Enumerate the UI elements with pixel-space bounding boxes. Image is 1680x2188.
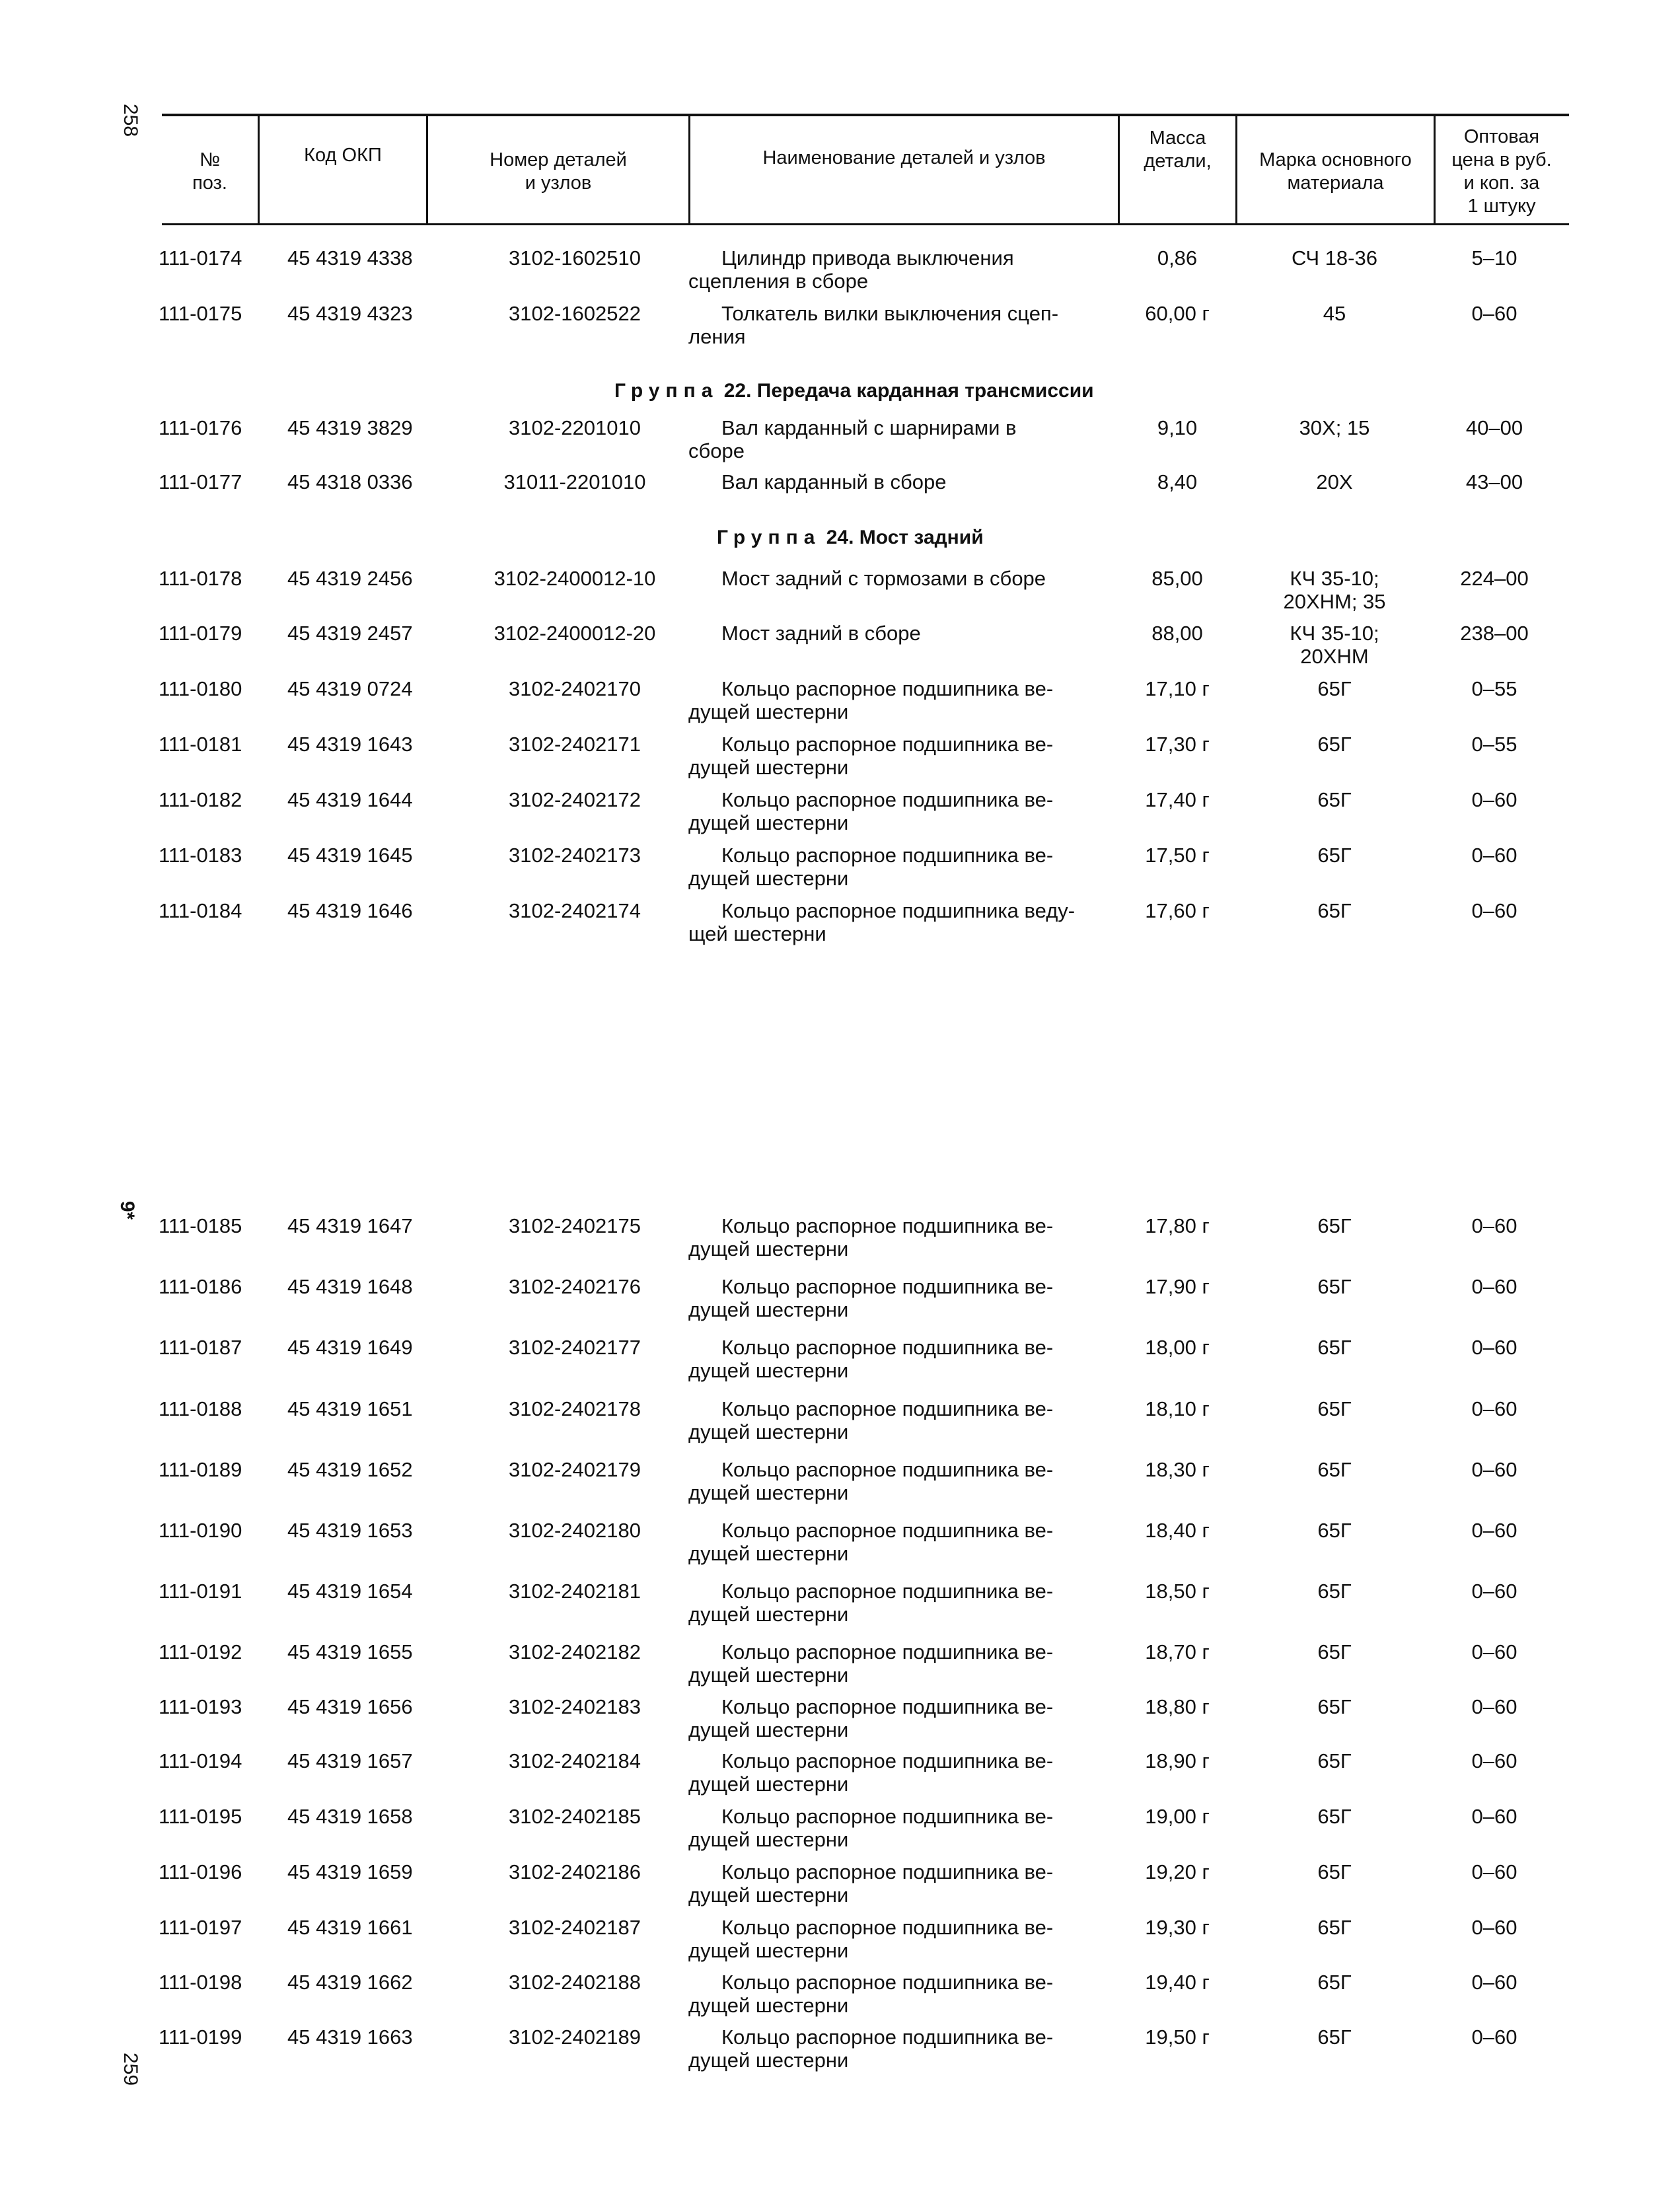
row-okp-code: 45 4319 1648 xyxy=(287,1275,413,1298)
row-pos: 111-0179 xyxy=(159,622,242,645)
row-pos: 111-0195 xyxy=(159,1805,242,1828)
row-pos: 111-0186 xyxy=(159,1275,242,1298)
row-pos: 111-0191 xyxy=(159,1580,242,1603)
row-part-name: Кольцо распорное подшипника ве- дущей шестерни xyxy=(688,1214,1054,1260)
row-okp-code: 45 4319 0724 xyxy=(287,677,413,700)
signature-mark: 9* xyxy=(116,1200,139,1220)
row-pos: 111-0199 xyxy=(159,2025,242,2049)
row-part-name: Кольцо распорное подшипника ве- дущей шестерни xyxy=(688,844,1054,890)
row-okp-code: 45 4319 1651 xyxy=(287,1397,413,1420)
row-okp-code: 45 4319 1663 xyxy=(287,2025,413,2049)
row-okp-code: 45 4319 1656 xyxy=(287,1695,413,1718)
row-pos: 111-0187 xyxy=(159,1336,242,1359)
row-pos: 111-0174 xyxy=(159,246,242,270)
group-title-24: Группа 24. Мост задний xyxy=(717,527,984,548)
row-part-name: Кольцо распорное подшипника ве- дущей шестерни xyxy=(688,2025,1054,2072)
row-pos: 111-0189 xyxy=(159,1458,242,1481)
row-okp-code: 45 4319 1662 xyxy=(287,1971,413,1994)
header-number: Номер деталей и узлов xyxy=(490,149,627,194)
row-pos: 111-0193 xyxy=(159,1695,242,1718)
row-okp-code: 45 4319 1643 xyxy=(287,733,413,756)
row-part-name: Кольцо распорное подшипника ве- дущей шестерни xyxy=(688,1916,1054,1962)
page-number-bottom: 259 xyxy=(120,2052,142,2086)
row-part-name: Вал карданный с шарнирами в сборе xyxy=(688,416,1017,462)
header-material: Марка основного материала xyxy=(1259,149,1412,194)
row-pos: 111-0188 xyxy=(159,1397,242,1420)
row-okp-code: 45 4319 1655 xyxy=(287,1640,413,1663)
group-title-22: Группа 22. Передача карданная трансмиссии xyxy=(614,380,1094,402)
row-part-name: Кольцо распорное подшипника ве- дущей шестерни xyxy=(688,1519,1054,1565)
row-pos: 111-0177 xyxy=(159,470,242,493)
row-pos: 111-0185 xyxy=(159,1214,242,1237)
header-name: Наименование деталей и узлов xyxy=(762,147,1046,168)
row-pos: 111-0196 xyxy=(159,1860,242,1883)
row-part-name: Кольцо распорное подшипника ве- дущей шестерни xyxy=(688,733,1054,779)
row-pos: 111-0182 xyxy=(159,788,242,811)
row-pos: 111-0176 xyxy=(159,416,242,439)
row-part-name: Кольцо распорное подшипника ве- дущей шестерни xyxy=(688,788,1054,834)
row-part-name: Мост задний с тормозами в сборе xyxy=(721,567,1046,590)
row-okp-code: 45 4319 1649 xyxy=(287,1336,413,1359)
row-part-name: Кольцо распорное подшипника ве- дущей шестерни xyxy=(688,1580,1054,1626)
row-part-name: Кольцо распорное подшипника ве- дущей шестерни xyxy=(688,1695,1054,1741)
row-part-name: Мост задний в сборе xyxy=(721,622,921,645)
row-part-name: Цилиндр привода выключения сцепления в сборе xyxy=(688,246,1014,293)
row-pos: 111-0175 xyxy=(159,302,242,325)
header-code: Код ОКП xyxy=(304,145,382,166)
row-okp-code: 45 4318 0336 xyxy=(287,470,413,493)
row-pos: 111-0194 xyxy=(159,1749,242,1772)
row-part-name: Кольцо распорное подшипника ве- дущей шестерни xyxy=(688,1397,1054,1443)
header-pos: № поз. xyxy=(192,149,227,194)
row-part-name: Кольцо распорное подшипника ве- дущей шестерни xyxy=(688,1860,1054,1907)
row-pos: 111-0190 xyxy=(159,1519,242,1542)
row-part-name: Кольцо распорное подшипника ве- дущей шестерни xyxy=(688,1971,1054,2017)
row-pos: 111-0198 xyxy=(159,1971,242,1994)
row-okp-code: 45 4319 1659 xyxy=(287,1860,413,1883)
row-okp-code: 45 4319 1654 xyxy=(287,1580,413,1603)
row-okp-code: 45 4319 1661 xyxy=(287,1916,413,1939)
row-part-name: Кольцо распорное подшипника ве- дущей шестерни xyxy=(688,1336,1054,1382)
row-okp-code: 45 4319 1645 xyxy=(287,844,413,867)
row-pos: 111-0192 xyxy=(159,1640,242,1663)
row-okp-code: 45 4319 4338 xyxy=(287,246,413,270)
row-pos: 111-0197 xyxy=(159,1916,242,1939)
header-mass: Масса детали, xyxy=(1144,128,1212,172)
page-number-top: 258 xyxy=(120,103,142,137)
row-okp-code: 45 4319 1646 xyxy=(287,899,413,922)
row-okp-code: 45 4319 1644 xyxy=(287,788,413,811)
row-okp-code: 45 4319 3829 xyxy=(287,416,413,439)
row-part-name: Кольцо распорное подшипника ве- дущей шестерни xyxy=(688,1458,1054,1504)
row-part-name: Вал карданный в сборе xyxy=(721,470,947,493)
row-pos: 111-0184 xyxy=(159,899,242,922)
row-okp-code: 45 4319 1657 xyxy=(287,1749,413,1772)
row-part-name: Кольцо распорное подшипника веду- щей шестерни xyxy=(688,899,1076,945)
row-okp-code: 45 4319 1647 xyxy=(287,1214,413,1237)
row-okp-code: 45 4319 2457 xyxy=(287,622,413,645)
table-top-rule xyxy=(162,114,1569,116)
row-pos: 111-0183 xyxy=(159,844,242,867)
row-part-name: Кольцо распорное подшипника ве- дущей шестерни xyxy=(688,1749,1054,1796)
row-okp-code: 45 4319 2456 xyxy=(287,567,413,590)
row-part-name: Кольцо распорное подшипника ве- дущей шестерни xyxy=(688,1275,1054,1321)
row-pos: 111-0178 xyxy=(159,567,242,590)
row-part-name: Кольцо распорное подшипника ве- дущей шестерни xyxy=(688,677,1054,723)
header-price: Оптовая цена в руб. и коп. за 1 штуку xyxy=(1451,126,1552,217)
row-pos: 111-0180 xyxy=(159,677,242,700)
row-okp-code: 45 4319 1653 xyxy=(287,1519,413,1542)
row-okp-code: 45 4319 1658 xyxy=(287,1805,413,1828)
row-part-name: Кольцо распорное подшипника ве- дущей шестерни xyxy=(688,1640,1054,1687)
row-part-name: Толкатель вилки выключения сцеп- ления xyxy=(688,302,1059,348)
row-pos: 111-0181 xyxy=(159,733,242,756)
row-okp-code: 45 4319 4323 xyxy=(287,302,413,325)
row-okp-code: 45 4319 1652 xyxy=(287,1458,413,1481)
row-part-name: Кольцо распорное подшипника ве- дущей шестерни xyxy=(688,1805,1054,1851)
